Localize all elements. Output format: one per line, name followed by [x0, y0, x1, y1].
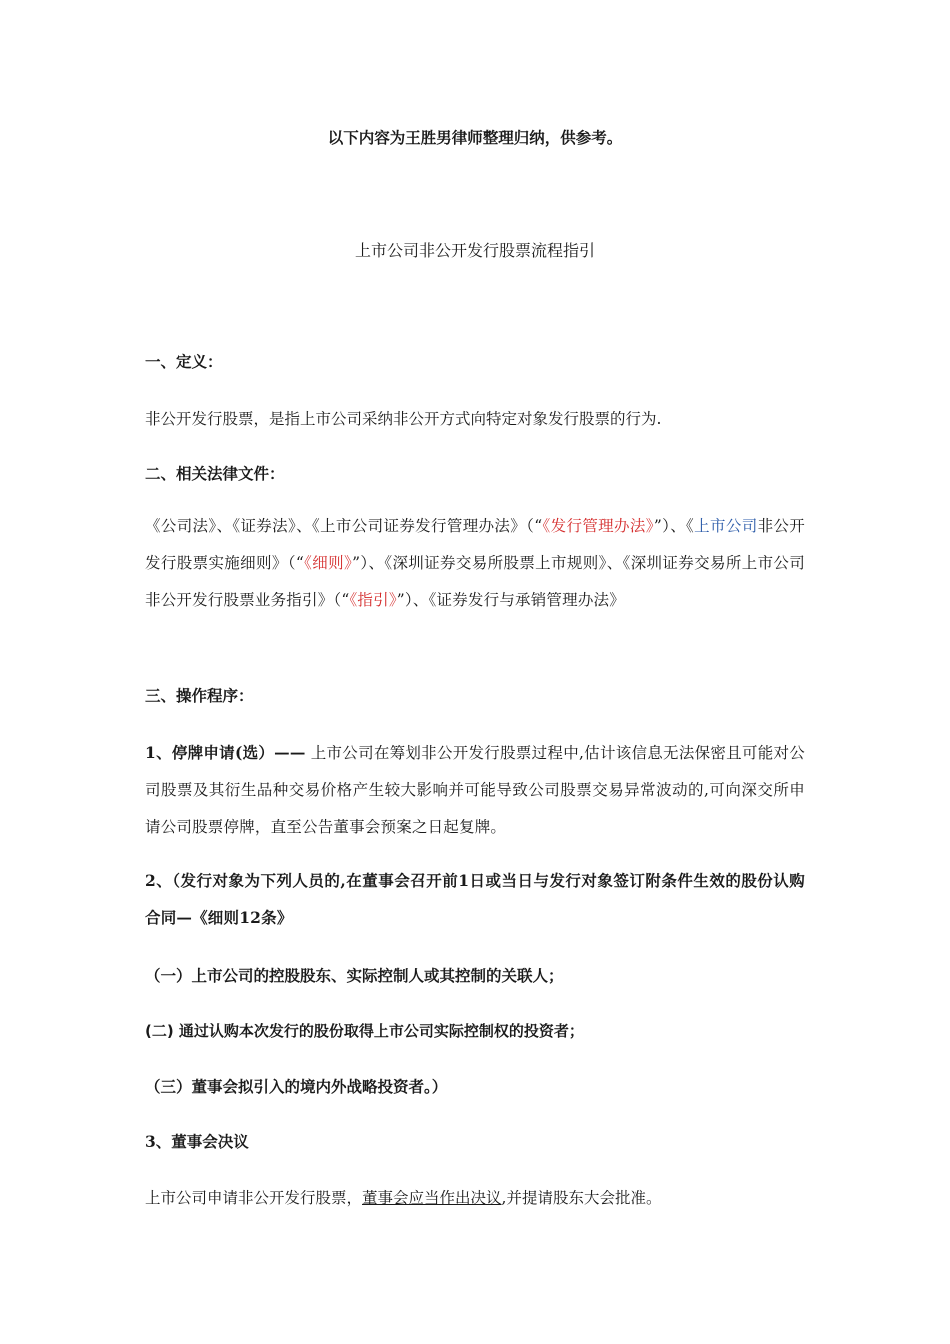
- step2-paragraph: 2、（发行对象为下列人员的,在董事会召开前1日或当日与发行对象签订附条件生效的股份认购合同—《细则12条》: [145, 871, 805, 927]
- step1-title: 1、停牌申请(选）——: [145, 743, 306, 762]
- step2-item-2: (二) 通过认购本次发行的股份取得上市公司实际控制权的投资者；: [145, 1022, 584, 1040]
- definition-text: 非公开发行股票，是指上市公司采纳非公开方式向特定对象发行股票的行为.: [145, 410, 662, 428]
- header-note: 以下内容为王胜男律师整理归纳，供参考。: [327, 128, 623, 147]
- step2-item-3: （三）董事会拟引入的境内外战略投资者。）: [145, 1077, 448, 1096]
- legal-documents-paragraph: 《公司法》、《证券法》、《上市公司证券发行管理办法》（“《发行管理办法》”）、《上市公司非公开发行股票实施细则》（“《细则》”）、《深圳证券交易所股票上市规则》、《深圳证券交易所上市公司非公开发行股票业务指引》（“《指引》”）、《证券发行与承销管理办法》: [145, 517, 805, 609]
- step1-paragraph: 1、停牌申请(选）—— 上市公司在筹划非公开发行股票过程中,估计该信息无法保密且可能对公司股票及其衍生品种交易价格产生较大影响并可能导致公司股票交易异常波动的,可向深交所申请公司股票停牌，直至公告董事会预案之日起复牌。: [145, 743, 805, 836]
- highlight-issuance-measures: 《发行管理办法》: [542, 517, 654, 535]
- step2-item-1: （一）上市公司的控股股东、实际控制人或其控制的关联人；: [145, 966, 564, 985]
- board-resolution-underlined: 董事会应当作出决议: [362, 1189, 502, 1207]
- section-heading-definition: 一、定义：: [145, 352, 223, 371]
- section-heading-legal-documents: 二、相关法律文件：: [145, 464, 285, 483]
- section-heading-procedure: 三、操作程序：: [145, 686, 254, 705]
- step3-title: 3、董事会决议: [145, 1132, 249, 1151]
- highlight-rules: 《细则》: [303, 554, 353, 572]
- highlight-guidelines: 《指引》: [349, 591, 397, 609]
- document-title: 上市公司非公开发行股票流程指引: [354, 241, 595, 260]
- listed-company-link[interactable]: 上市公司: [694, 517, 758, 535]
- step3-text: 上市公司申请非公开发行股票，董事会应当作出决议,并提请股东大会批准。: [145, 1189, 662, 1207]
